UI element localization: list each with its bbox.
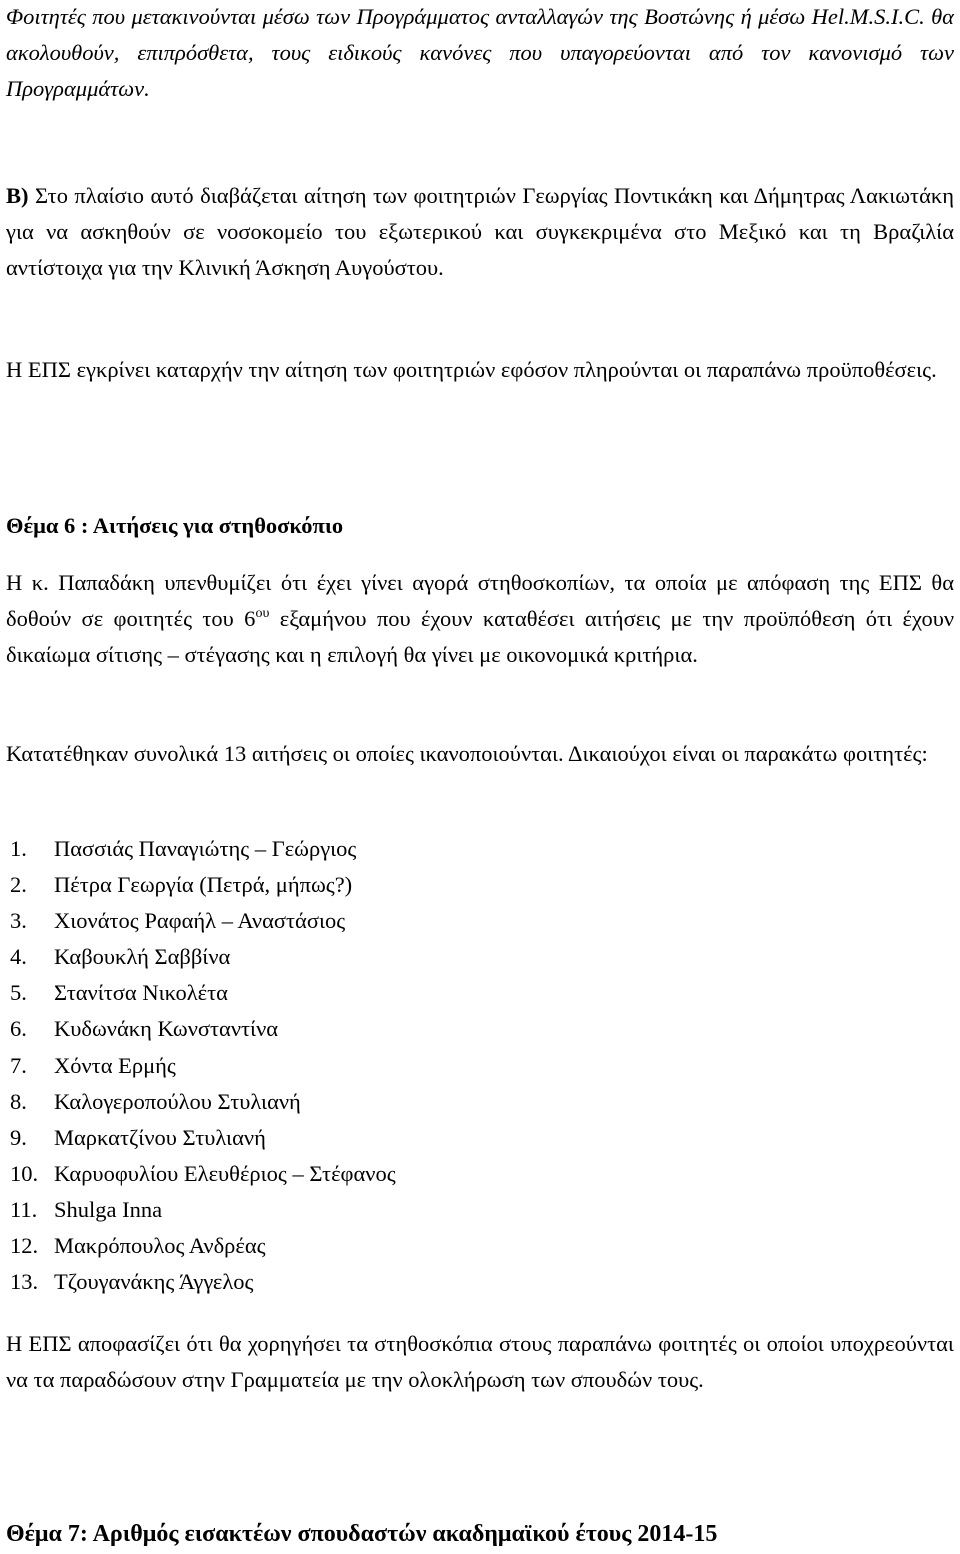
- list-item: 5. Στανίτσα Νικολέτα: [10, 980, 228, 1006]
- list-item: 1. Πασσιάς Παναγιώτης – Γεώργιος: [10, 836, 357, 861]
- list-item: 6. Κυδωνάκη Κωνσταντίνα: [10, 1016, 279, 1042]
- list-item: 8. Καλογεροπούλου Στυλιανή: [10, 1088, 301, 1114]
- list-item: 2. Πέτρα Γεωργία (Πετρά, μήπως?): [10, 872, 353, 898]
- list-item: 10. Καρυοφυλίου Ελευθέριος – Στέφανος: [10, 1160, 396, 1186]
- list-item: 12. Μακρόπουλος Ανδρέας: [10, 1233, 266, 1259]
- topic6-heading: Θέμα 6 : Αιτήσεις για στηθοσκόπιο: [6, 513, 344, 538]
- list-item: 13. Τζουγανάκης Άγγελος: [10, 1269, 254, 1295]
- ordinal-suffix: ου: [255, 606, 270, 621]
- list-item: 9. Μαρκατζίνου Στυλιανή: [10, 1124, 266, 1150]
- list-item: 3. Χιονάτος Ραφαήλ – Αναστάσιος: [10, 908, 346, 934]
- section-b-label: Β): [6, 183, 29, 208]
- section-b-text: Στο πλαίσιο αυτό διαβάζεται αίτηση των φοιτητριών Γεωργίας Ποντικάκη και Δήμητρας Λακιωτάκη για να ασκηθούν σε νοσοκομείο του εξωτερικού και συγκεκριμένα στο Μεξικό και τη Βραζιλία αντίστοιχα για την Κλινική Άσκηση Αυγούστου.: [6, 183, 954, 280]
- intro-paragraph: Φοιτητές που μετακινούνται μέσω των Προγράμματος ανταλλαγών της Βοστώνης ή μέσω Hel.M.S.I.C. θα ακολουθούν, επιπρόσθετα, τους ειδικούς κανόνες που υπαγορεύονται από τον κανονισμό των Προγραμμάτων.: [6, 4, 954, 101]
- students-list: [6, 831, 954, 1300]
- section-b-approval: Η ΕΠΣ εγκρίνει καταρχήν την αίτηση των φοιτητριών εφόσον πληρούνται οι παραπάνω προϋποθέσεις.: [6, 357, 937, 382]
- topic6-paragraph-1: Η κ. Παπαδάκη υπενθυμίζει ότι έχει γίνει αγορά στηθοσκοπίων, τα οποία με απόφαση της ΕΠΣ θα δοθούν σε φοιτητές του $6^{o\upsilon}$ εξαμήνου που έχουν καταθέσει αιτήσεις με την προϋπόθεση ότι έχουν δικαίωμα σίτισης – στέγασης και η επιλογή θα γίνει με οικονομικά κριτήρια.: [6, 570, 955, 667]
- topic6-decision: Η ΕΠΣ αποφασίζει ότι θα χορηγήσει τα στηθοσκόπια στους παραπάνω φοιτητές οι οποίοι υποχρεούνται να τα παραδώσουν στην Γραμματεία με την ολοκλήρωση των σπουδών τους.: [6, 1331, 954, 1392]
- section-b-paragraph: [6, 178, 954, 286]
- topic6-paragraph-2: Κατατέθηκαν συνολικά 13 αιτήσεις οι οποίες ικανοποιούνται. Δικαιούχοι είναι οι παρακάτω φοιτητές:: [6, 741, 928, 766]
- list-item: 7. Χόντα Ερμής: [10, 1052, 176, 1078]
- list-item: 4. Καβουκλή Σαββίνα: [10, 944, 231, 970]
- topic7-heading: Θέμα 7: Αριθμός εισακτέων σπουδαστών ακαδημαϊκού έτους 2014-15: [6, 1521, 718, 1547]
- list-item: 11. Shulga Inna: [10, 1196, 163, 1222]
